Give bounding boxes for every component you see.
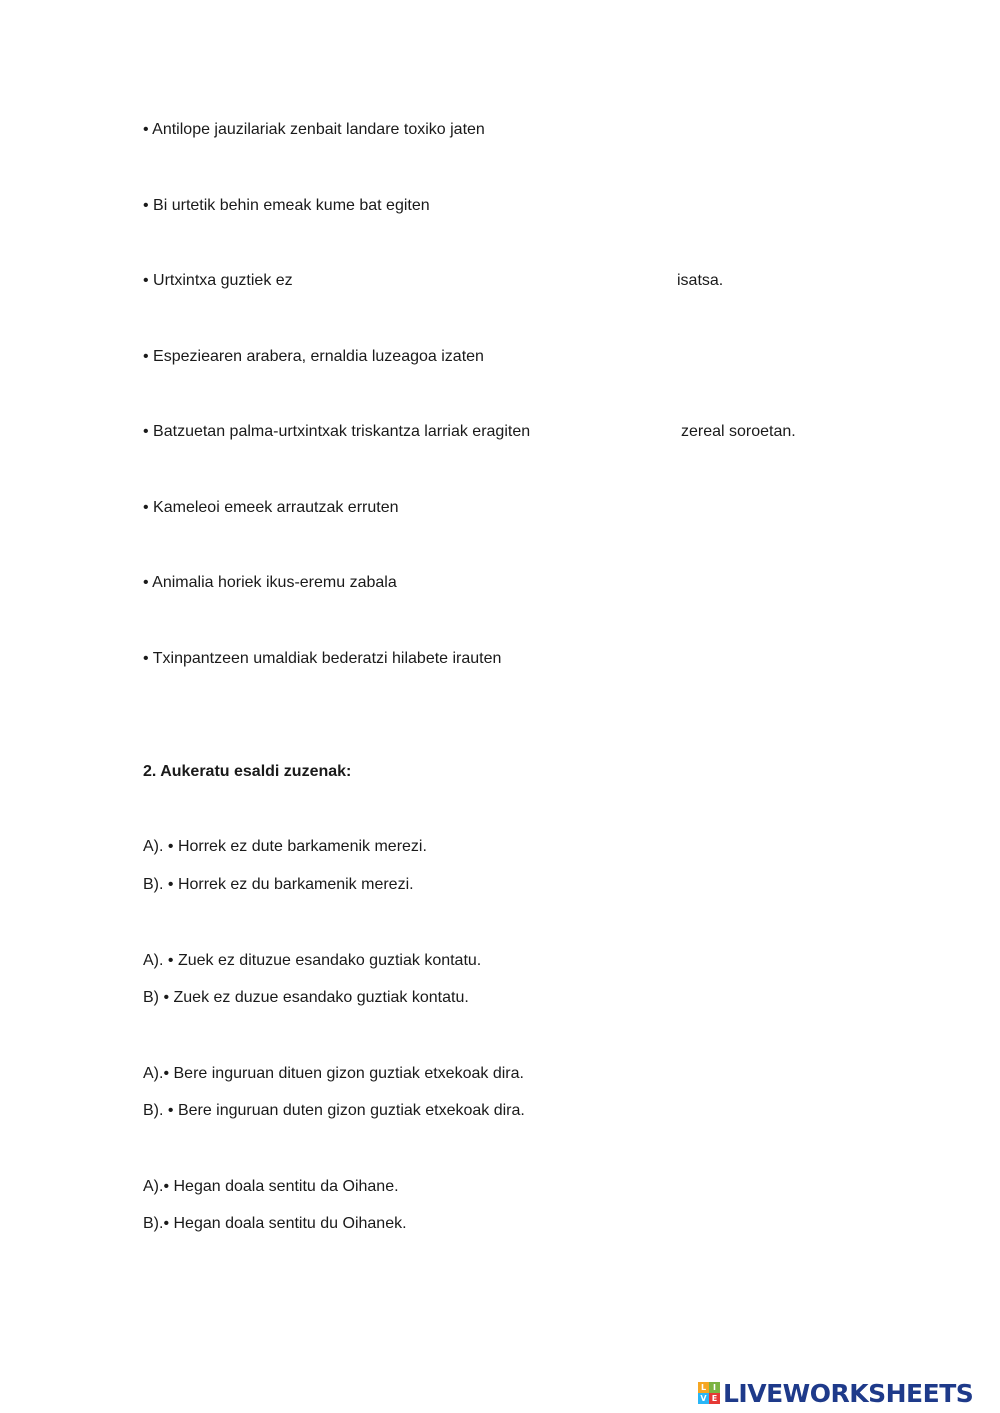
exercise1-item-8: • Txinpantzeen umaldiak bederatzi hilabete irauten [143, 650, 502, 667]
exercise1-item-3-end: isatsa. [677, 272, 724, 289]
exercise2-heading: 2. Aukeratu esaldi zuzenak: [143, 763, 352, 780]
exercise1-item-7: • Animalia horiek ikus-eremu zabala [143, 574, 397, 591]
logo-mark-e: E [709, 1393, 720, 1404]
exercise1-item-5: • Batzuetan palma-urtxintxak triskantza larriak eragiten [143, 423, 531, 440]
exercise2-option-2b: B) • Zuek ez duzue esandako guztiak kontatu. [143, 989, 469, 1006]
exercise2-option-1b: B). • Horrek ez du barkamenik merezi. [143, 876, 414, 893]
logo-mark-i: I [709, 1382, 720, 1393]
exercise1-item-1: • Antilope jauzilariak zenbait landare toxiko jaten [143, 121, 485, 138]
liveworksheets-logo-icon [698, 1382, 720, 1404]
exercise1-item-5-end: zereal soroetan. [681, 423, 796, 440]
liveworksheets-logo [698, 1378, 973, 1408]
exercise1-item-2: • Bi urtetik behin emeak kume bat egiten [143, 197, 430, 214]
liveworksheets-logo-text: LIVEWORKSHEETS [723, 1378, 974, 1408]
logo-mark-v: V [698, 1393, 709, 1404]
logo-mark-l: L [698, 1382, 709, 1393]
exercise2-option-3b: B). • Bere inguruan duten gizon guztiak etxekoak dira. [143, 1102, 525, 1119]
exercise2-option-3a: A).• Bere inguruan dituen gizon guztiak etxekoak dira. [143, 1065, 524, 1082]
exercise2-option-1a: A). • Horrek ez dute barkamenik merezi. [143, 838, 427, 855]
exercise2-option-4b: B).• Hegan doala sentitu du Oihanek. [143, 1215, 407, 1232]
exercise1-item-4: • Espeziearen arabera, ernaldia luzeagoa izaten [143, 348, 484, 365]
exercise1-item-3: • Urtxintxa guztiek ez [143, 272, 293, 289]
exercise1-item-6: • Kameleoi emeek arrautzak erruten [143, 499, 399, 516]
exercise2-option-2a: A). • Zuek ez dituzue esandako guztiak kontatu. [143, 952, 482, 969]
exercise2-option-4a: A).• Hegan doala sentitu da Oihane. [143, 1178, 399, 1195]
